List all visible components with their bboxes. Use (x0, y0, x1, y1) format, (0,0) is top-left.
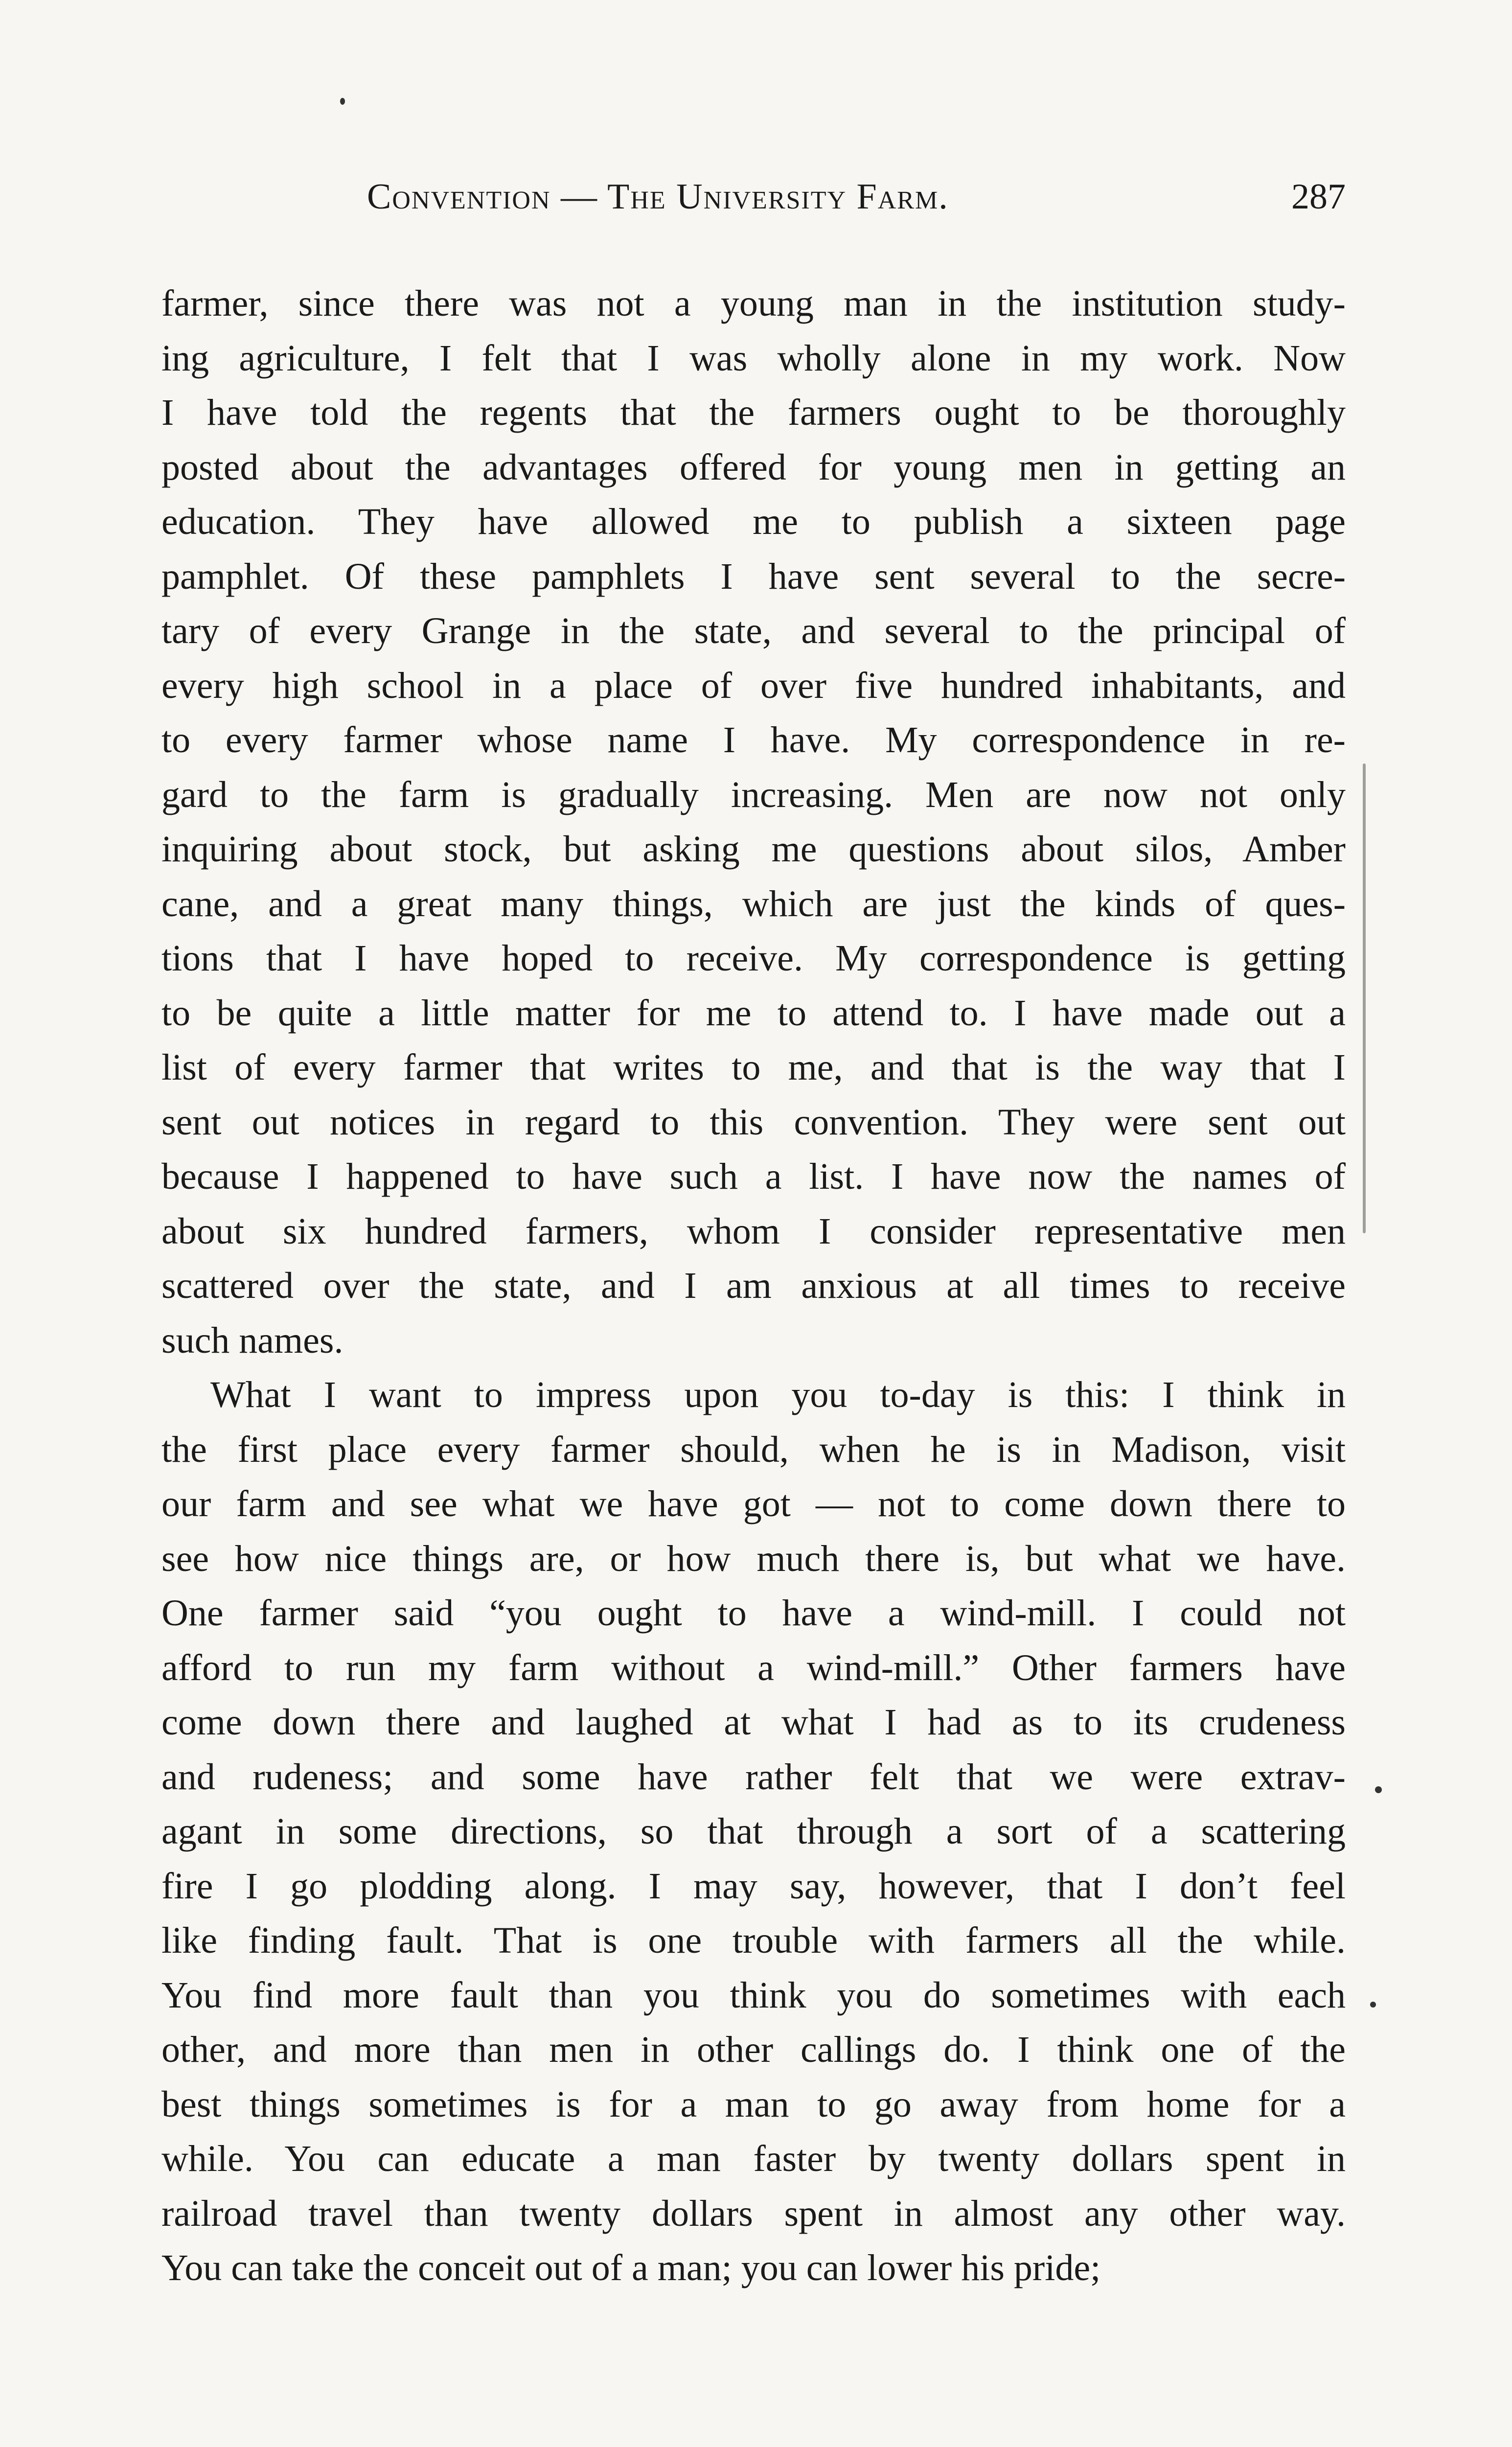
text-line: ing agriculture, I felt that I was wholly alone in my work. Now (161, 337, 1346, 379)
text-line: like finding fault. That is one trouble with farmers all the while. (161, 1920, 1346, 1961)
text-line: to be quite a little matter for me to attend to. I have made out a (161, 992, 1346, 1034)
text-line: pamphlet. Of these pamphlets I have sent several to the secre- (161, 555, 1346, 597)
text-line: I have told the regents that the farmers ought to be thoroughly (161, 392, 1346, 433)
text-line: You can take the conceit out of a man; you can lower his pride; (161, 2247, 1101, 2288)
text-line: gard to the farm is gradually increasing. Men are now not only (161, 774, 1346, 815)
text-line: One farmer said “you ought to have a wind-mill. I could not (161, 1593, 1346, 1634)
text-line: afford to run my farm without a wind-mill.” Other farmers have (161, 1647, 1346, 1688)
ink-speck (340, 98, 345, 105)
text-line: scattered over the state, and I am anxious at all times to receive (161, 1265, 1346, 1306)
text-line: our farm and see what we have got — not to come down there to (161, 1483, 1346, 1524)
text-line: What I want to impress upon you to-day is this: I think in (210, 1374, 1346, 1415)
text-line: list of every farmer that writes to me, and that is the way that I (161, 1047, 1346, 1088)
text-line: see how nice things are, or how much there is, but what we have. (161, 1538, 1346, 1579)
text-line: cane, and a great many things, which are just the kinds of ques- (161, 883, 1346, 924)
text-line: You find more fault than you think you do sometimes with each (161, 1974, 1346, 2016)
text-line: every high school in a place of over five hundred inhabitants, and (161, 665, 1346, 706)
text-line: agant in some directions, so that through a sort of a scattering (161, 1811, 1346, 1852)
text-line: fire I go plodding along. I may say, however, that I don’t feel (161, 1865, 1346, 1907)
ink-speck (1370, 2002, 1376, 2008)
paragraph-1 (161, 277, 1346, 1368)
text-line: the first place every farmer should, when he is in Madison, visit (161, 1429, 1346, 1470)
page-number: 287 (1291, 177, 1346, 217)
paragraph-2 (161, 1368, 1346, 2296)
text-line: tary of every Grange in the state, and several to the principal of (161, 610, 1346, 651)
body-text (161, 277, 1346, 2296)
ink-speck (1375, 1786, 1382, 1793)
text-line: because I happened to have such a list. I have now the names of (161, 1156, 1346, 1197)
text-line: inquiring about stock, but asking me questions about silos, Amber (161, 829, 1346, 870)
text-line: to every farmer whose name I have. My correspondence in re- (161, 719, 1346, 761)
text-line: about six hundred farmers, whom I consider representative men (161, 1210, 1346, 1252)
text-line: best things sometimes is for a man to go away from home for a (161, 2083, 1346, 2125)
margin-mark (1363, 763, 1366, 1233)
text-line: while. You can educate a man faster by twenty dollars spent in (161, 2138, 1346, 2179)
running-title: Convention — The University Farm. (367, 177, 949, 217)
text-line: such names. (161, 1319, 344, 1361)
running-head (161, 176, 1346, 235)
text-line: posted about the advantages offered for young men in getting an (161, 446, 1346, 488)
text-line: railroad travel than twenty dollars spent in almost any other way. (161, 2193, 1346, 2234)
text-line: come down there and laughed at what I had as to its crudeness (161, 1702, 1346, 1743)
text-line: farmer, since there was not a young man in the institution study- (161, 283, 1346, 324)
text-line: education. They have allowed me to publish a sixteen page (161, 501, 1346, 542)
text-line: sent out notices in regard to this convention. They were sent out (161, 1101, 1346, 1143)
text-line: and rudeness; and some have rather felt that we were extrav- (161, 1756, 1346, 1798)
text-line: tions that I have hoped to receive. My correspondence is getting (161, 938, 1346, 979)
text-line: other, and more than men in other callings do. I think one of the (161, 2029, 1346, 2070)
